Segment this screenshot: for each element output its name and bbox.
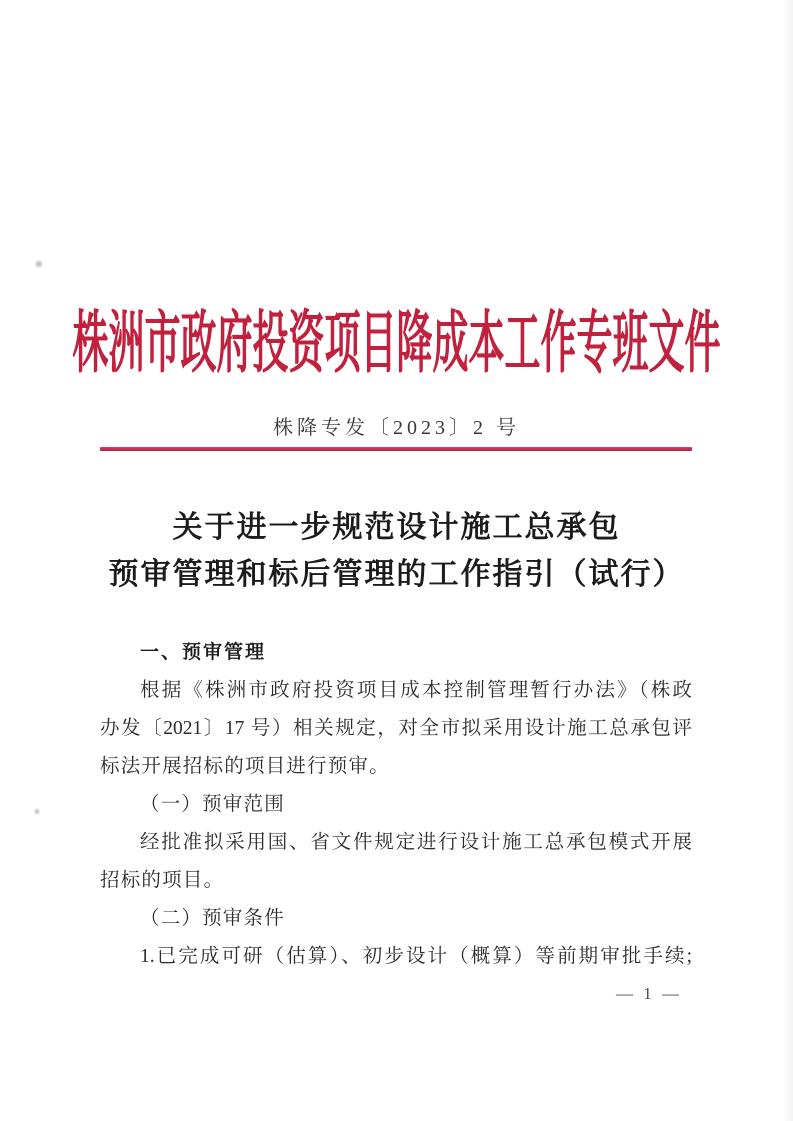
body-line: 1.已完成可研（估算）、初步设计（概算）等前期审批手续; [140, 946, 692, 967]
body-line: 根据《株洲市政府投资项目成本控制管理暂行办法》（株政 [140, 680, 692, 701]
body-line: 招标的项目。 [100, 870, 225, 891]
document-title-line-2: 预审管理和标后管理的工作指引（试行） [108, 558, 685, 591]
body-line: 办发〔2021〕17 号）相关规定，对全市拟采用设计施工总承包评 [100, 718, 692, 739]
subsection-heading: （一）预审范围 [140, 794, 285, 815]
body-line: 标法开展招标的项目进行预审。 [100, 756, 390, 777]
document-number: 株降专发〔2023〕2 号 [273, 417, 520, 439]
section-heading: 一、预审管理 [140, 642, 267, 663]
scan-artifact-dot [33, 260, 45, 268]
subsection-heading: （二）预审条件 [140, 908, 285, 929]
body-text [100, 634, 692, 976]
document-title [0, 504, 793, 598]
page-number: — 1 — [616, 984, 682, 1003]
body-line: 经批准拟采用国、省文件规定进行设计施工总承包模式开展 [140, 832, 692, 853]
red-banner-title: 株洲市政府投资项目降成本工作专班文件 [72, 306, 721, 382]
red-separator-rule [100, 447, 692, 451]
document-title-line-1: 关于进一步规范设计施工总承包 [172, 511, 621, 544]
scan-artifact-dot [33, 808, 41, 815]
